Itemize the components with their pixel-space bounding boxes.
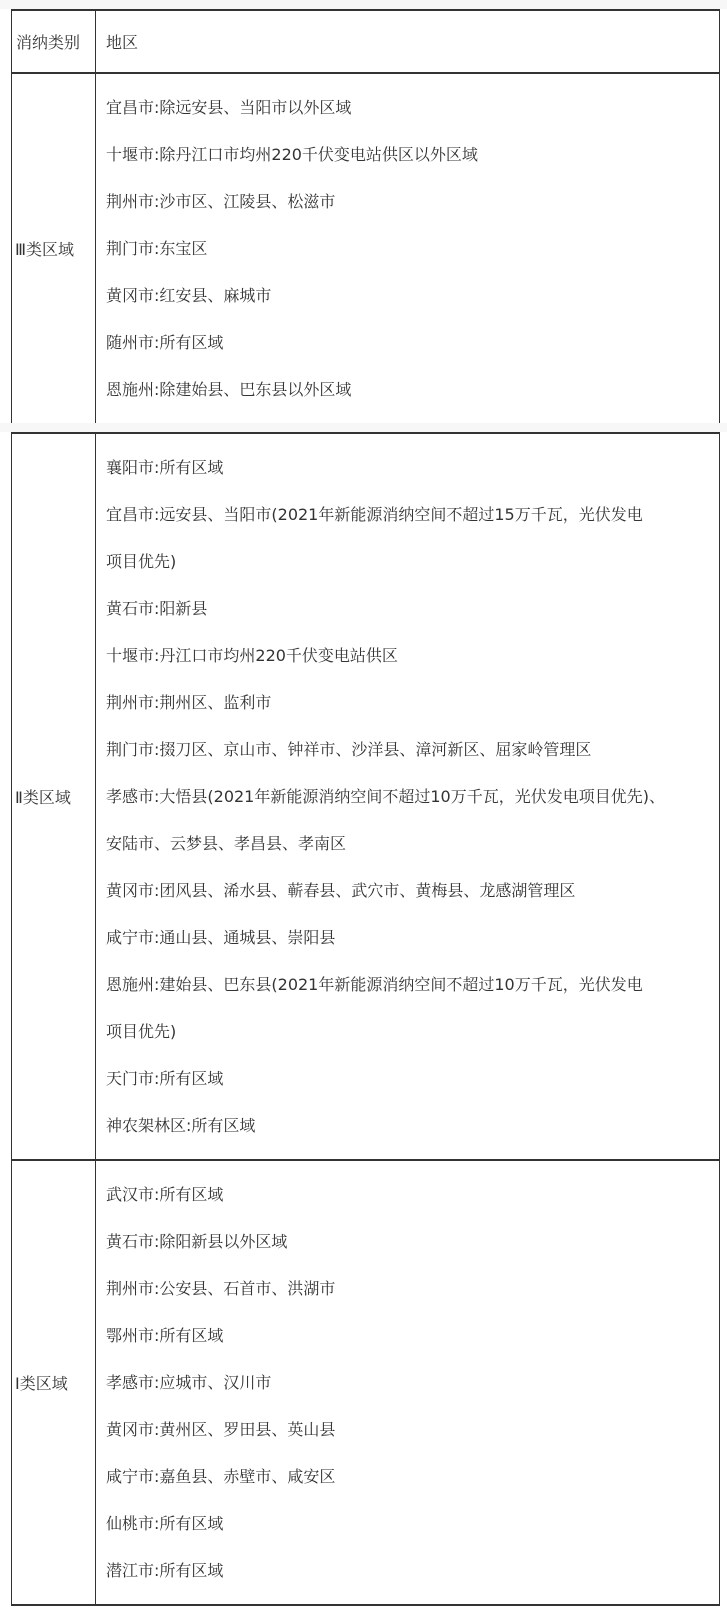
header-region: 地区 — [96, 10, 720, 73]
table-split-strip — [0, 423, 727, 432]
page-bottom-margin — [0, 1606, 727, 1620]
region-line: 荆州市:荆州区、监利市 — [106, 693, 272, 712]
page-top-strip — [0, 0, 727, 9]
region-line: 鄂州市:所有区域 — [106, 1326, 224, 1345]
header-consumption-category: 消纳类别 — [12, 10, 96, 73]
table-row — [12, 1160, 720, 1605]
region-line: 项目优先) — [106, 1022, 177, 1041]
region-line: 天门市:所有区域 — [106, 1069, 224, 1088]
region-line: 黄冈市:红安县、麻城市 — [106, 286, 272, 305]
region-line: 荆州市:沙市区、江陵县、松滋市 — [106, 192, 336, 211]
region-line: 潜江市:所有区域 — [106, 1561, 224, 1580]
table-row — [12, 433, 720, 1160]
category-cell-class1: Ⅰ类区域 — [12, 1160, 96, 1605]
region-line: 十堰市:丹江口市均州220千伏变电站供区 — [106, 646, 398, 665]
consumption-table-upper — [11, 9, 720, 423]
region-line: 武汉市:所有区域 — [106, 1185, 224, 1204]
region-line: 黄石市:阳新县 — [106, 599, 208, 618]
region-line: 孝感市:应城市、汉川市 — [106, 1373, 272, 1392]
region-line: 宜昌市:远安县、当阳市(2021年新能源消纳空间不超过15万千瓦，光伏发电 — [106, 505, 643, 524]
region-line: 随州市:所有区域 — [106, 333, 224, 352]
regions-cell-class1 — [96, 1160, 720, 1605]
region-line: 宜昌市:除远安县、当阳市以外区域 — [106, 98, 352, 117]
region-line: 安陆市、云梦县、孝昌县、孝南区 — [106, 834, 347, 853]
region-line: 恩施州:建始县、巴东县(2021年新能源消纳空间不超过10万千瓦，光伏发电 — [106, 975, 643, 994]
region-line: 荆门市:掇刀区、京山市、钟祥市、沙洋县、漳河新区、屈家岭管理区 — [106, 740, 592, 759]
region-line: 黄冈市:黄州区、罗田县、英山县 — [106, 1420, 336, 1439]
region-line: 荆门市:东宝区 — [106, 239, 208, 258]
region-line: 咸宁市:通山县、通城县、崇阳县 — [106, 928, 336, 947]
table-region — [0, 9, 727, 1606]
region-line: 襄阳市:所有区域 — [106, 458, 224, 477]
region-line: 黄石市:除阳新县以外区域 — [106, 1232, 288, 1251]
region-line: 黄冈市:团风县、浠水县、蕲春县、武穴市、黄梅县、龙感湖管理区 — [106, 881, 576, 900]
regions-cell-class3 — [96, 73, 720, 423]
category-cell-class2: Ⅱ类区域 — [12, 433, 96, 1160]
region-line: 十堰市:除丹江口市均州220千伏变电站供区以外区域 — [106, 145, 478, 164]
region-line: 咸宁市:嘉鱼县、赤壁市、咸安区 — [106, 1467, 336, 1486]
region-line: 神农架林区:所有区域 — [106, 1116, 256, 1135]
table-row — [12, 73, 720, 423]
consumption-table-lower — [11, 432, 720, 1606]
region-line: 恩施州:除建始县、巴东县以外区域 — [106, 380, 352, 399]
region-line: 仙桃市:所有区域 — [106, 1514, 224, 1533]
region-line: 荆州市:公安县、石首市、洪湖市 — [106, 1279, 336, 1298]
regions-cell-class2 — [96, 433, 720, 1160]
category-cell-class3: Ⅲ类区域 — [12, 73, 96, 423]
region-line: 项目优先) — [106, 552, 177, 571]
region-line: 孝感市:大悟县(2021年新能源消纳空间不超过10万千瓦，光伏发电项目优先)、 — [106, 787, 665, 806]
header-row — [12, 10, 720, 73]
